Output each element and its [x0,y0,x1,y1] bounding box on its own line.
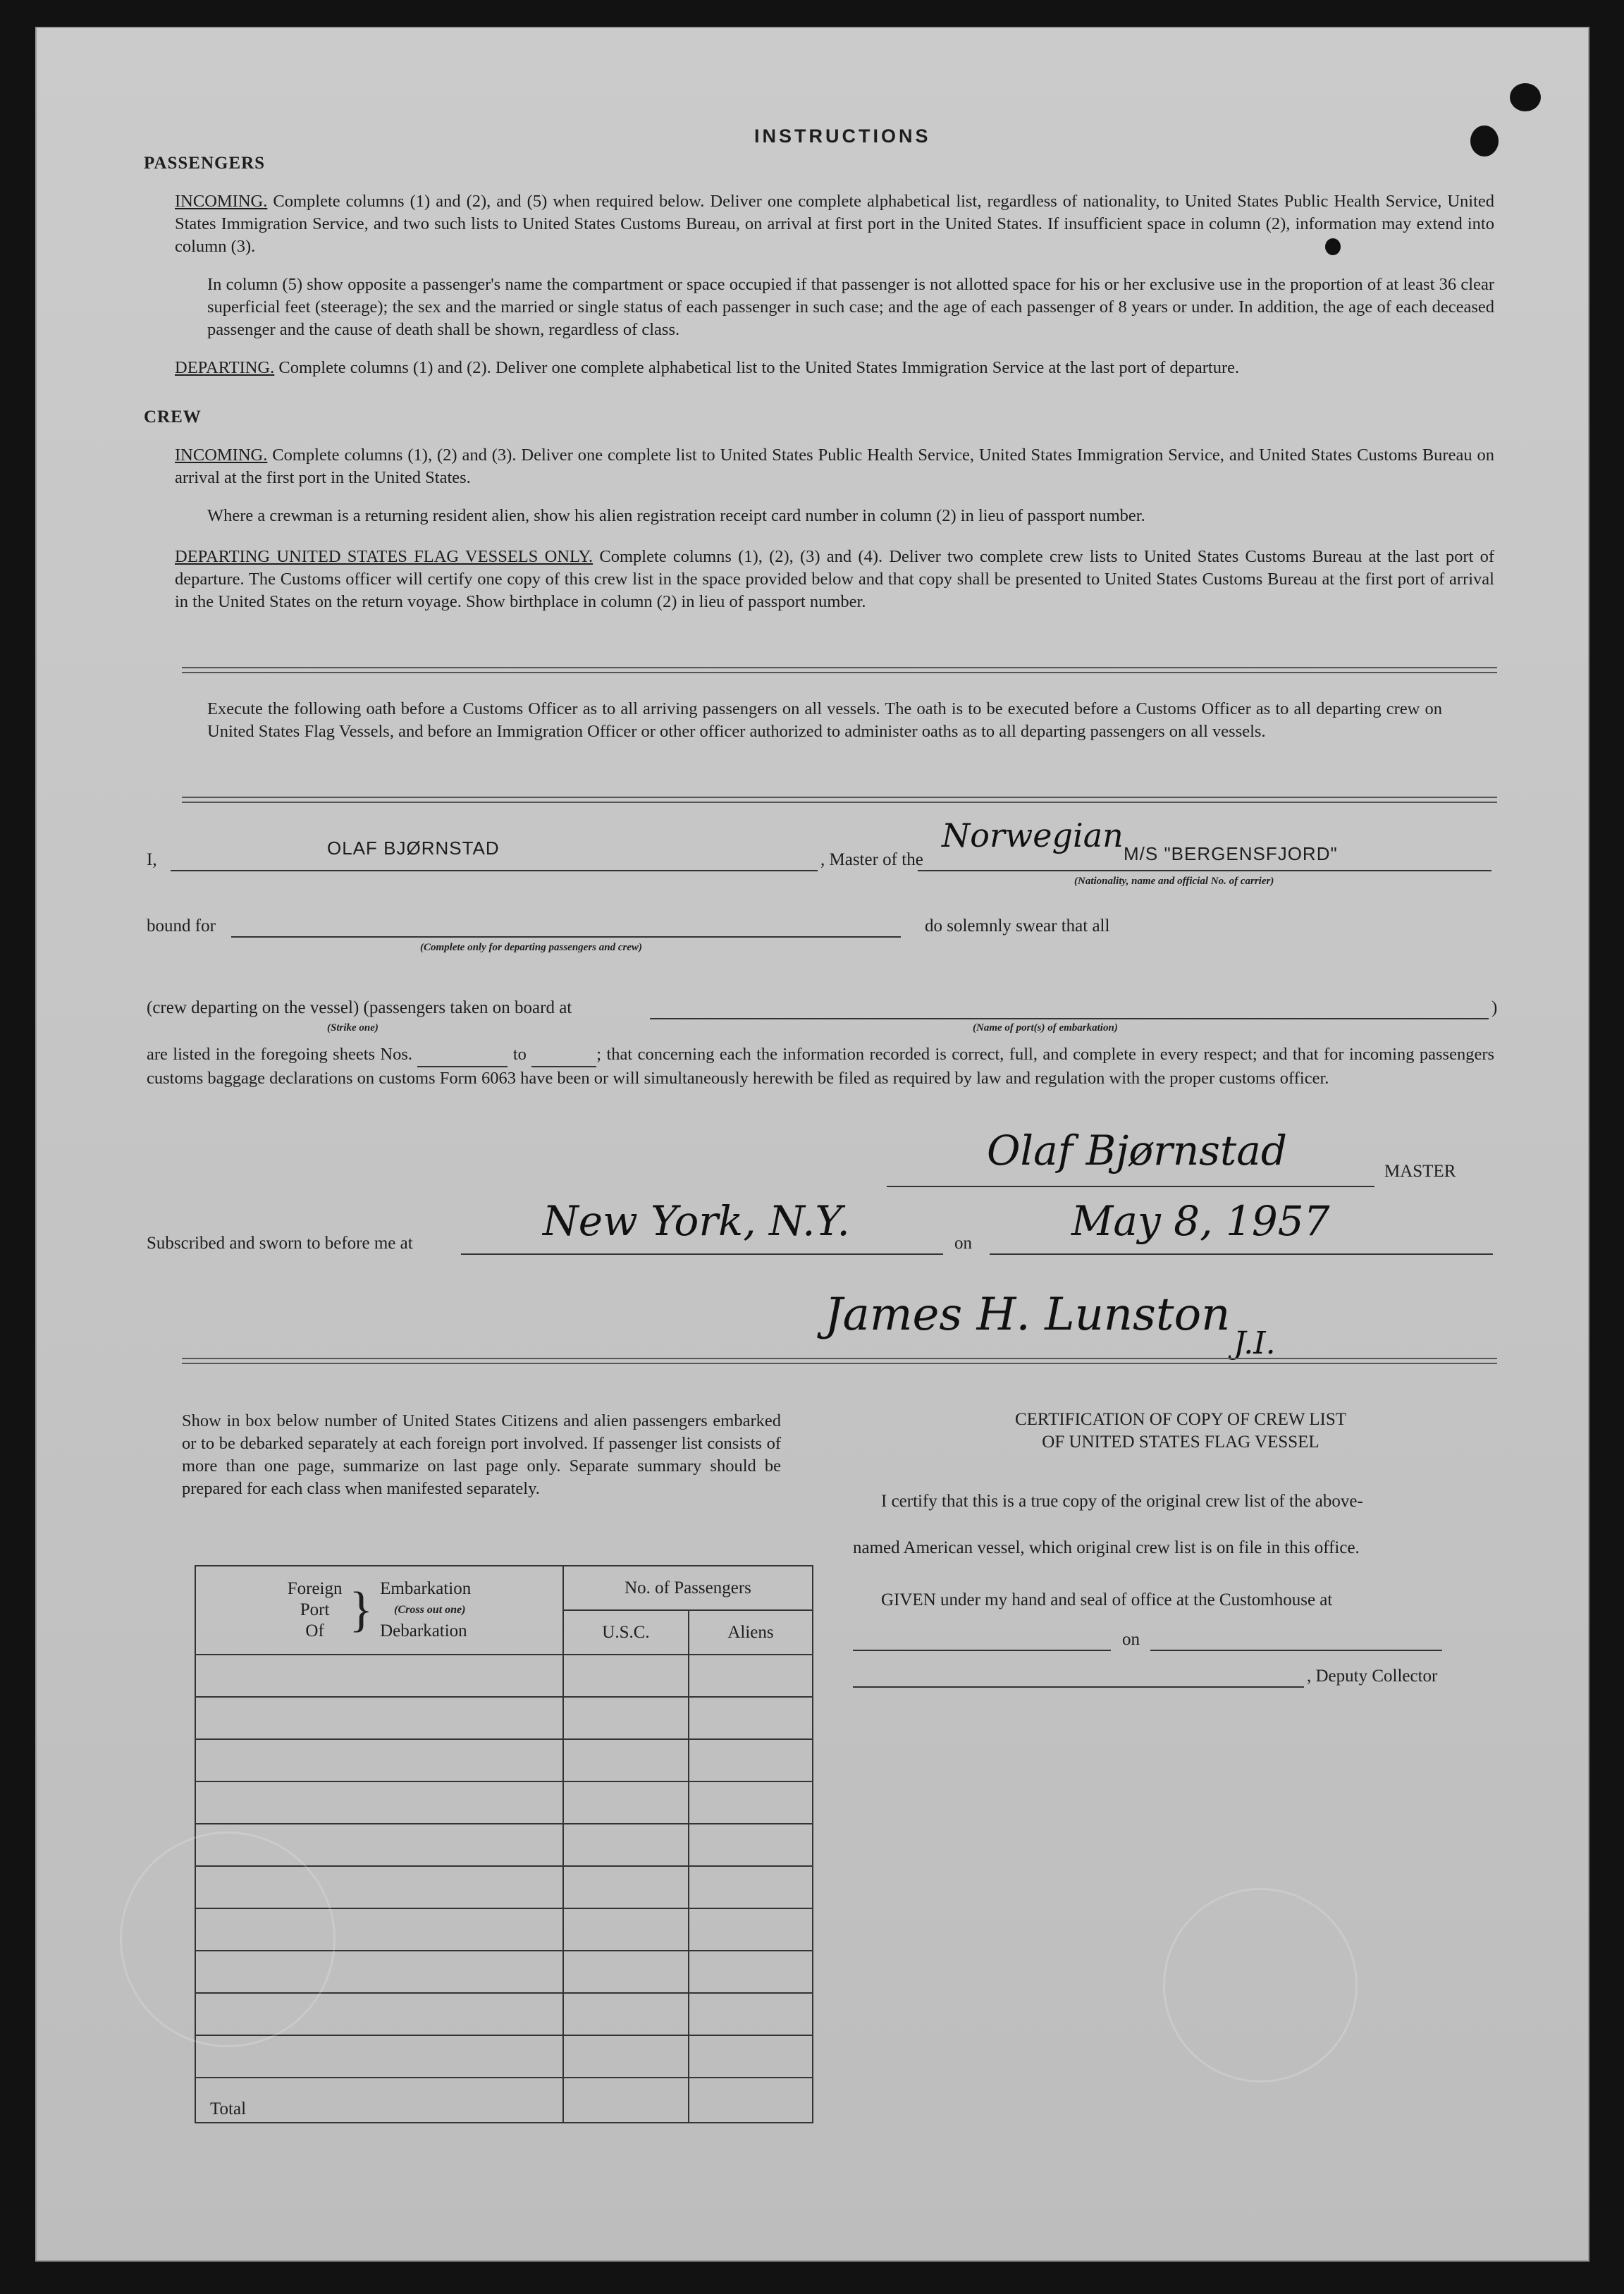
usc-cell[interactable] [563,1781,689,1824]
usc-cell[interactable] [563,1739,689,1781]
passengers-incoming-paragraph [175,190,1494,258]
vessel-line [918,870,1491,871]
of-label: Of [305,1621,324,1640]
aliens-cell[interactable] [689,1739,813,1781]
crew-heading: CREW [144,407,202,427]
master-name-line [171,870,818,871]
strike-one-caption: (Strike one) [327,1022,379,1033]
aliens-cell[interactable] [689,1908,813,1951]
passengers-departing-paragraph [175,357,1494,379]
sworn-date-line [990,1253,1493,1255]
total-label: Total [210,2099,247,2118]
passengers-departing-text: Complete columns (1) and (2). Deliver one complete alphabetical list to the United States Immigration Service at the last port of departure. [278,358,1240,377]
embossed-seal [120,1832,336,2047]
passenger-summary-table [195,1565,813,2123]
sworn-label: Subscribed and sworn to before me at [147,1234,413,1253]
total-label-cell [195,2078,563,2123]
port-cell[interactable] [195,1739,563,1781]
swear-text: do solemnly swear that all [925,916,1110,936]
passengers-heading: PASSENGERS [144,154,266,173]
certify-text-2: named American vessel, which original crew list is on file in this office. [853,1538,1360,1557]
section-divider [182,667,1497,668]
listed-paragraph [147,1043,1494,1090]
crew-incoming-label: INCOMING. [175,446,268,465]
usc-cell[interactable] [563,1824,689,1866]
foreign-label: Foreign [287,1579,343,1598]
section-divider [182,797,1497,798]
crew-incoming-paragraph [175,444,1494,489]
deputy-collector-label: , Deputy Collector [1307,1667,1438,1686]
close-paren: ) [1491,998,1498,1017]
port-cell[interactable] [195,1697,563,1739]
brace-glyph: } [349,1583,374,1637]
sworn-date: May 8, 1957 [1071,1197,1330,1245]
ink-blot [1470,125,1499,157]
port-cell[interactable] [195,1781,563,1824]
embarkation-label: Embarkation [380,1579,472,1598]
customhouse-line [853,1650,1111,1651]
usc-cell[interactable] [563,1697,689,1739]
to-label: to [512,1045,527,1064]
passengers-column5-paragraph: In column (5) show opposite a passenger's name the compartment or space occupied if that passenger is not allotted space for his or her exclusive use in the proportion of at least 36 clear superficial feet (steerage); the sex and the married or single status of each passenger in such case; and the age of each passenger of 8 years or under. In addition, the age of each deceased passenger and the cause of death shall be shown, regardless of class. [207,275,1494,339]
oath-i-label: I, [147,850,157,869]
sworn-place-line [461,1253,943,1255]
aliens-cell[interactable] [689,1781,813,1824]
port-cell[interactable] [195,1655,563,1697]
baggage-text: and that for incoming passengers customs baggage declarations on customs Form 6063 have been or will simultaneously herewith be filed as required by law and regulation with the proper customs officer. [147,1045,1495,1088]
usc-cell[interactable] [563,2035,689,2078]
nationality-caption: (Nationality, name and official No. of carrier) [1074,876,1274,887]
crew-departing-paragraph [175,546,1494,613]
officer-initials: J.I. [1234,1325,1276,1361]
passengers-incoming-label: INCOMING. [175,192,268,211]
port-embarkation-line [650,1018,1489,1019]
usc-cell[interactable] [563,1866,689,1908]
sworn-on-label: on [954,1234,972,1253]
page-title: INSTRUCTIONS [754,125,931,147]
master-name-field: OLAF BJØRNSTAD [327,838,500,859]
usc-cell[interactable] [563,1951,689,1993]
listed-prefix: are listed in the foregoing sheets Nos. [147,1045,413,1064]
usc-total-cell[interactable] [563,2078,689,2123]
master-signature-line [887,1186,1374,1187]
aliens-cell[interactable] [689,1866,813,1908]
given-text: GIVEN under my hand and seal of office at the Customhouse at [881,1590,1333,1609]
sheet-to-line [531,1043,596,1067]
sworn-place: New York, N.Y. [543,1197,850,1245]
section-divider [182,1358,1497,1359]
port-label: Port [300,1600,330,1619]
crew-departing-label: DEPARTING UNITED STATES FLAG VESSELS ONLY. [175,547,593,566]
summary-instruction: Show in box below number of United States Citizens and alien passengers embarked or to be debarked separately at each foreign port involved. If passenger list consists of more than one page, summarize on last page only. Separate summary should be prepared for each class when manifested separately. [182,1411,781,1498]
crew-resident-paragraph: Where a crewman is a returning resident alien, show his alien registration receipt card number in column (2) in lieu of passport number. [207,506,1145,525]
usc-cell[interactable] [563,1993,689,2035]
passengers-departing-label: DEPARTING. [175,358,275,377]
certification-title-line1: CERTIFICATION OF COPY OF CREW LIST [1014,1410,1347,1429]
usc-cell[interactable] [563,1655,689,1697]
oath-instruction: Execute the following oath before a Customs Officer as to all arriving passengers on all vessels. The oath is to be executed before a Customs Officer as to all departing crew on United States Flag Vessels, and before an Immigration Officer or other officer authorized to administer oaths as to all departing passengers on all vessels. [207,699,1442,741]
passengers-incoming-text: Complete columns (1) and (2), and (5) when required below. Deliver one complete alphabetical list, regardless of nationality, to United States Public Health Service, United States Immigration Service, and two such lists to United States Customs Bureau, on arrival at first port in the United States. If insufficient space in column (2), information may extend into column (3). [175,192,1495,256]
aliens-header: Aliens [689,1610,813,1655]
sheet-from-line [417,1043,508,1067]
certification-on-label: on [1122,1630,1140,1649]
officer-signature: James H. Lunston [825,1289,1231,1341]
master-label: MASTER [1384,1162,1456,1181]
port-caption: (Name of port(s) of embarkation) [973,1022,1118,1033]
aliens-cell[interactable] [689,1993,813,2035]
aliens-cell[interactable] [689,1824,813,1866]
certification-title-line2: OF UNITED STATES FLAG VESSEL [1042,1433,1320,1452]
ink-blot [1510,83,1541,111]
master-signature: Olaf Bjørnstad [987,1127,1287,1174]
bound-for-line [231,936,901,938]
bound-for-label: bound for [147,916,216,936]
document-page [35,27,1589,2262]
cross-out-label: (Cross out one) [394,1604,466,1616]
aliens-cell[interactable] [689,1697,813,1739]
aliens-total-cell[interactable] [689,2078,813,2123]
crew-incoming-text: Complete columns (1), (2) and (3). Deliver one complete list to United States Public Health Service, United States Immigration Service, and United States Customs Bureau on arrival at the first port in the United States. [175,446,1494,487]
certify-text-1: I certify that this is a true copy of the original crew list of the above- [881,1492,1363,1511]
usc-cell[interactable] [563,1908,689,1951]
passengers-count-header: No. of Passengers [563,1566,813,1610]
embossed-seal [1163,1888,1358,2083]
master-of-label: , Master of the [820,850,923,869]
certification-date-line [1150,1650,1442,1651]
usc-header: U.S.C. [563,1610,689,1655]
crew-passengers-text: (crew departing on the vessel) (passengers taken on board at [147,998,572,1017]
nationality-handwritten: Norwegian [942,816,1124,854]
debarkation-label: Debarkation [380,1621,467,1640]
vessel-name-field: M/S "BERGENSFJORD" [1124,843,1338,864]
deputy-signature-line [853,1686,1304,1688]
crew-departing-text: Complete columns (1), (2), (3) and (4). Deliver two complete crew lists to United States Customs Bureau at the last port of departure. The Customs officer will certify one copy of this crew list in the space provided below and that copy shall be presented to United States Customs Bureau at the first port of arrival in the United States on the return voyage. Show birthplace in column (2) in lieu of passport number. [175,547,1494,611]
port-header-cell [195,1566,563,1655]
bound-for-caption: (Complete only for departing passengers and crew) [420,942,642,953]
aliens-cell[interactable] [689,2035,813,2078]
aliens-cell[interactable] [689,1655,813,1697]
aliens-cell[interactable] [689,1951,813,1993]
listed-text: ; that concerning each the information recorded is correct, full, and complete in every respect; [596,1045,1257,1064]
